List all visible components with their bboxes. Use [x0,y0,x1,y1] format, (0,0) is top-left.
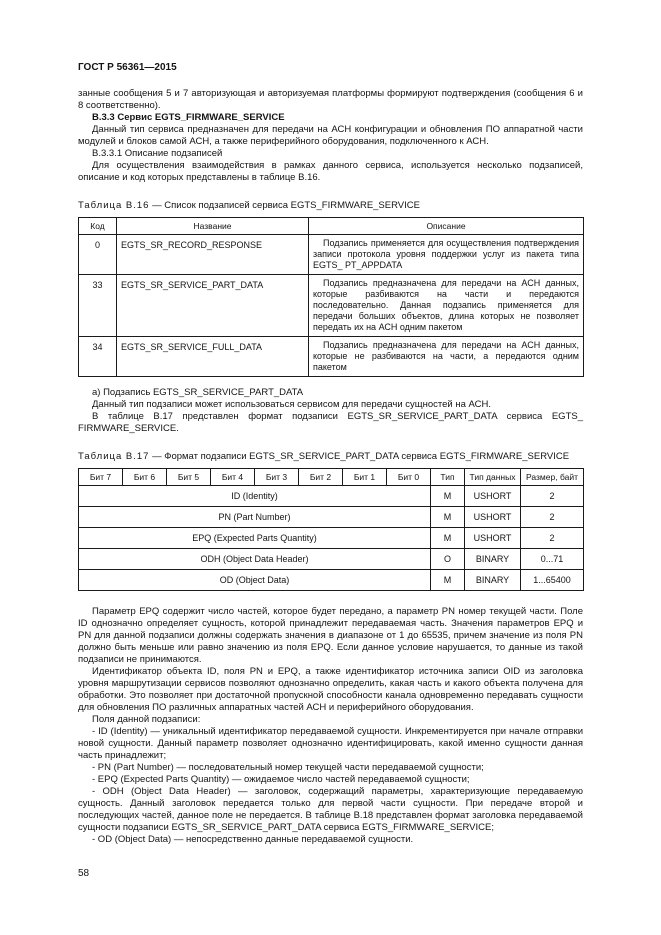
cell-size: 2 [521,486,584,507]
cell-field: OD (Object Data) [79,570,431,591]
paragraph-oid: Идентификатор объекта ID, поля PN и EPQ, а также идентификатор источника записи OID из заголовка уровня маршрутизации сервисов позволяют однозначно определить, какая часть и какого объекта получена для обработки. Это позволяет при достаточной пропускной способности канала одновременно передавать сущности для обновления ПО различных аппаратных частей АСН и периферийного оборудования. [78,666,583,713]
cell-type: M [431,486,465,507]
paragraph-table17-intro: В таблице В.17 представлен формат подзаписи EGTS_SR_SERVICE_PART_DATA сервиса EGTS_ FIRMWARE_SERVICE. [78,411,583,434]
table-b17-caption [78,451,583,462]
cell-datatype: USHORT [465,528,521,549]
cell-description: Подзапись предназначена для передачи на АСН данных, которые разбиваются на части и передаются последовательно. Данная подзапись применяется для передачи больших объектов, длина которых не позволяет передать их на АСН одним пакетом [309,275,584,337]
cell-type: O [431,549,465,570]
table-row [79,337,584,377]
col-header-size: Размер, байт [521,469,584,486]
col-header-bit5: Бит 5 [167,469,211,486]
cell-type: M [431,507,465,528]
list-item-od: - OD (Object Data) — непосредственно данные передаваемой сущности. [92,834,414,845]
paragraph-continuation: занные сообщения 5 и 7 авторизующая и авторизуемая платформы формируют подтверждения (сообщения 6 и 8 соответственно). [78,88,583,111]
body-text [78,606,583,846]
table-row [79,486,584,507]
paragraph-usage: Данный тип подзаписи может использоваться сервисом для передачи сущностей на АСН. [92,399,492,410]
col-header-name: Название [117,218,309,235]
cell-name: EGTS_SR_SERVICE_PART_DATA [117,275,309,337]
cell-description: Подзапись предназначена для передачи на АСН данных, которые не разбиваются на части, а передаются одним пакетом [309,337,584,377]
cell-code: 34 [79,337,117,377]
col-header-bit0: Бит 0 [387,469,431,486]
list-item-id: - ID (Identity) — уникальный идентификатор передаваемой сущности. Инкрементируется при начале отправки новой сущности. Данный параметр позволяет однозначно идентифицировать, какой именно сущности данная часть принадлежит; [78,726,583,761]
col-header-datatype: Тип данных [465,469,521,486]
col-header-bit1: Бит 1 [343,469,387,486]
list-item-a: а) Подзапись EGTS_SR_SERVICE_PART_DATA [92,387,304,398]
cell-size: 1...65400 [521,570,584,591]
cell-datatype: BINARY [465,570,521,591]
table-b17-header-row [79,469,584,486]
cell-name: EGTS_SR_SERVICE_FULL_DATA [117,337,309,377]
middle-block [78,387,583,435]
table-row [79,275,584,337]
table-row [79,549,584,570]
cell-description: Подзапись применяется для осуществления подтверждения записи протокола уровня поддержки услуг из пакета типа EGTS_ PT_APPDATA [309,235,584,275]
section-heading-b33: В.3.3 Сервис EGTS_FIRMWARE_SERVICE [92,112,285,123]
table-b17-caption-label: Таблица В.17 [78,451,150,462]
table-b16 [78,217,584,377]
col-header-bit3: Бит 3 [255,469,299,486]
table-row [79,235,584,275]
list-item-epq: - EPQ (Expected Parts Quantity) — ожидаемое число частей передаваемой сущности; [92,774,470,785]
cell-type: M [431,528,465,549]
table-b17 [78,468,584,591]
col-header-bit7: Бит 7 [79,469,123,486]
cell-size: 0...71 [521,549,584,570]
cell-field: ODH (Object Data Header) [79,549,431,570]
cell-field: ID (Identity) [79,486,431,507]
table-row [79,528,584,549]
cell-field: PN (Part Number) [79,507,431,528]
page-number: 58 [78,868,90,879]
col-header-code: Код [79,218,117,235]
cell-datatype: USHORT [465,486,521,507]
table-b16-caption-label: Таблица В.16 [78,200,150,211]
cell-field: EPQ (Expected Parts Quantity) [79,528,431,549]
col-header-bit2: Бит 2 [299,469,343,486]
list-item-odh: - ODH (Object Data Header) — заголовок, содержащий параметры, характеризующие передаваемую сущность. Данный заголовок передается только для первой части сущности. При передаче второй и последующих частей, данное поле не передается. В таблице В.18 представлен формат заголовка передаваемой сущности подзаписи EGTS_SR_SERVICE_PART_DATA сервиса EGTS_FIRMWARE_SERVICE; [78,786,583,833]
table-b16-caption-text: — Список подзаписей сервиса EGTS_FIRMWARE_SERVICE [152,200,420,211]
cell-type: M [431,570,465,591]
col-header-bit6: Бит 6 [123,469,167,486]
col-header-type: Тип [431,469,465,486]
cell-datatype: BINARY [465,549,521,570]
paragraph-service-desc: Данный тип сервиса предназначен для передачи на АСН конфигурации и обновления ПО аппаратной части модулей и блоков самой АСН, а также периферийного оборудования, подключенного к АСН. [78,124,583,147]
cell-name: EGTS_SR_RECORD_RESPONSE [117,235,309,275]
paragraph-fields-label: Поля данной подзаписи: [92,714,201,725]
paragraph-epq: Параметр EPQ содержит число частей, которое будет передано, а параметр PN номер текущей части. Поле ID однозначно определяет сущность, которой принадлежит передаваемая часть. Значения параметров EPQ и PN для данной подзаписи должны содержать значения в диапазоне от 1 до 65535, причем значение из поля PN должно быть меньше или равно значению из поля EPQ. Если данное условие нарушается, то данные из такой подзаписи не принимаются. [78,606,583,665]
doc-header: ГОСТ Р 56361—2015 [78,62,177,73]
table-b17-caption-text: — Формат подзаписи EGTS_SR_SERVICE_PART_DATA сервиса EGTS_FIRMWARE_SERVICE [152,451,570,462]
table-b16-caption [78,200,583,211]
cell-size: 2 [521,507,584,528]
cell-code: 0 [79,235,117,275]
cell-code: 33 [79,275,117,337]
table-b16-header-row [79,218,584,235]
cell-datatype: USHORT [465,507,521,528]
table-row [79,570,584,591]
col-header-bit4: Бит 4 [211,469,255,486]
section-heading-b331: В.3.3.1 Описание подзаписей [92,148,223,159]
list-item-pn: - PN (Part Number) — последовательный номер текущей части передаваемой сущности; [92,762,484,773]
table-row [79,507,584,528]
cell-size: 2 [521,528,584,549]
col-header-description: Описание [309,218,584,235]
paragraph-subrecords-intro: Для осуществления взаимодействия в рамках данного сервиса, используется несколько подзаписей, описание и код которых представлены в таблице В.16. [78,160,583,183]
